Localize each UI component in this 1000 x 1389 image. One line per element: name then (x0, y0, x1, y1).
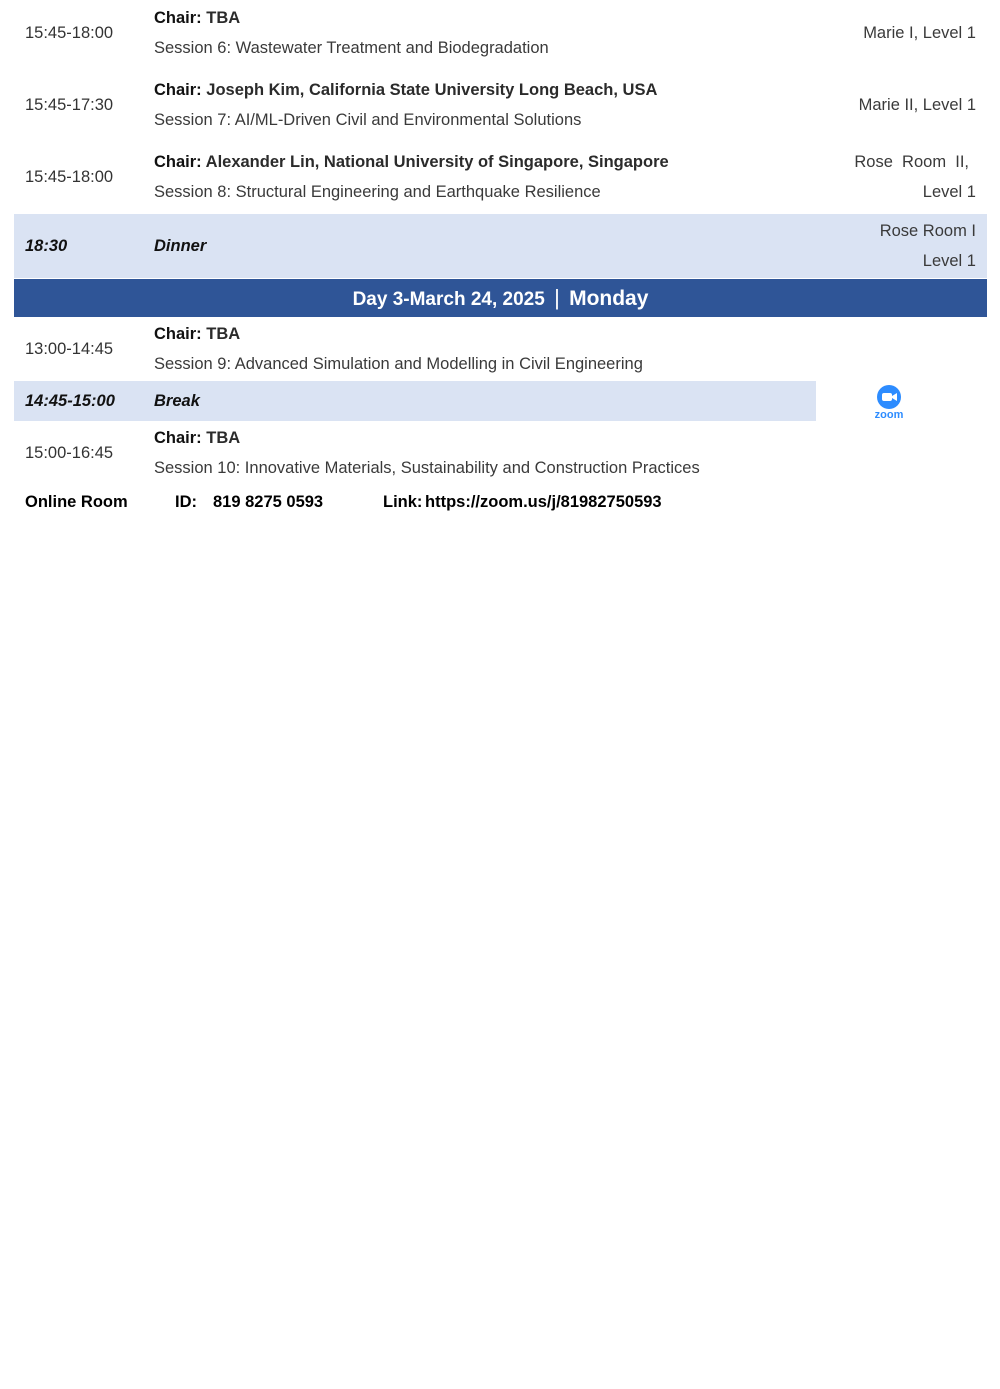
zoom-logo-text: zoom (874, 409, 904, 421)
session-time: 15:45-17:30 (25, 96, 114, 114)
session-title: Session 8: Structural Engineering and Earthquake Resilience (154, 183, 601, 201)
chair-label: Chair: (154, 9, 202, 27)
session-chair (154, 324, 240, 344)
session-time: 13:00-14:45 (25, 340, 114, 358)
session-chair (154, 152, 669, 172)
day-title: Day 3-March 24, 2025 (352, 289, 545, 310)
session-row (14, 144, 987, 212)
chair-name: TBA (206, 429, 241, 447)
chair-name: TBA (206, 325, 241, 343)
session-chair (154, 428, 240, 448)
dinner-label: Dinner (154, 237, 207, 255)
chair-label: Chair: (154, 325, 202, 343)
online-room-label: Online Room (25, 493, 128, 511)
chair-name: Alexander Lin, National University of Singapore, Singapore (205, 153, 669, 171)
session-row (14, 0, 987, 68)
chair-label: Chair: (154, 429, 202, 447)
zoom-logo-icon (869, 384, 909, 424)
break-time: 14:45-15:00 (25, 392, 115, 410)
session-row (14, 318, 987, 380)
day-weekday: Monday (569, 287, 649, 310)
break-label: Break (154, 392, 200, 410)
break-row (14, 381, 816, 421)
session-time: 15:00-16:45 (25, 444, 114, 462)
dinner-room-line1: Rose Room I (879, 222, 976, 240)
session-chair (154, 80, 657, 100)
day-header (14, 279, 987, 317)
session-room: Marie II, Level 1 (858, 96, 976, 114)
chair-label: Chair: (154, 81, 202, 99)
day-separator: | (554, 285, 560, 310)
session-row (14, 422, 987, 484)
session-title: Session 10: Innovative Materials, Sustainability and Construction Practices (154, 459, 700, 477)
session-title: Session 7: AI/ML-Driven Civil and Environmental Solutions (154, 111, 582, 129)
session-room-line1: Rose Room II, (854, 153, 969, 171)
chair-label: Chair: (154, 153, 202, 171)
online-link[interactable]: https://zoom.us/j/81982750593 (425, 493, 662, 511)
online-id-value: 819 8275 0593 (213, 493, 324, 511)
dinner-time: 18:30 (25, 237, 68, 255)
chair-name: Joseph Kim, California State University Long Beach, USA (206, 81, 658, 99)
session-row (14, 72, 987, 140)
session-time: 15:45-18:00 (25, 24, 114, 42)
dinner-row (14, 214, 987, 278)
chair-name: TBA (206, 9, 241, 27)
session-title: Session 9: Advanced Simulation and Modelling in Civil Engineering (154, 355, 643, 373)
online-link-label: Link: (383, 493, 423, 511)
session-room: Marie I, Level 1 (863, 24, 976, 42)
session-chair (154, 8, 240, 28)
session-time: 15:45-18:00 (25, 168, 114, 186)
online-id-label: ID: (175, 493, 197, 511)
dinner-room-line2: Level 1 (922, 252, 976, 270)
session-title: Session 6: Wastewater Treatment and Biodegradation (154, 39, 549, 57)
session-room-line2: Level 1 (922, 183, 976, 201)
